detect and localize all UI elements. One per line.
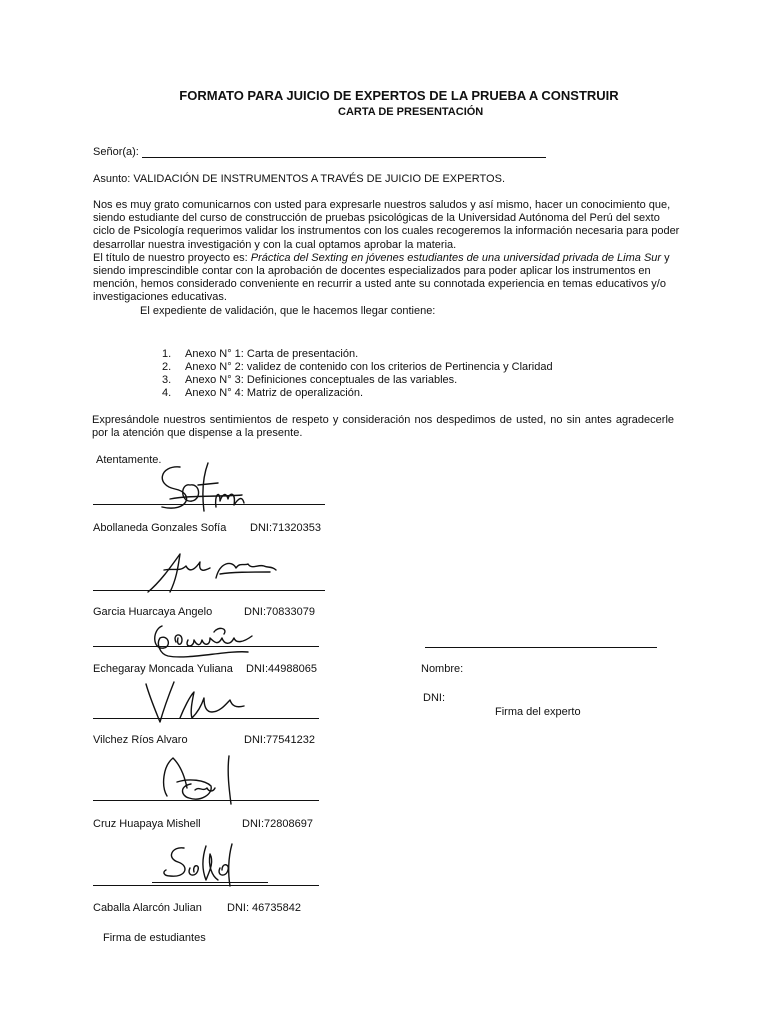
- body-paragraph-3: El expediente de validación, que le hacemos llegar contiene:: [140, 304, 436, 317]
- student-dni: DNI: 46735842: [227, 902, 301, 914]
- body-paragraph-1: Nos es muy grato comunicarnos con usted para expresarle nuestros saludos y así mismo, hacer un conocimiento que, siendo estudiante del curso de construcción de pruebas psicológicas de la Universidad Autónoma del Perú del sexto ciclo de Psicología requerimos validar los instrumentos con los cuales recogeremos la información necesaria para poder desarrollar nuestra investigación y con la cual optamos aprobar la materia.: [93, 199, 680, 251]
- student-dni: DNI:77541232: [244, 734, 315, 746]
- expert-signature-label: Firma del experto: [495, 706, 581, 718]
- letter-body: [93, 199, 683, 318]
- annex-item: [162, 361, 553, 374]
- signature-line: [93, 718, 319, 719]
- expert-name-label: Nombre:: [421, 663, 464, 675]
- signature-line: [93, 885, 319, 886]
- students-signature-label: Firma de estudiantes: [103, 932, 206, 944]
- closing-paragraph: Expresándole nuestros sentimientos de respeto y consideración nos despedimos de usted, no sin antes agradecerle por la atención que dispense a la presente.: [92, 414, 674, 439]
- project-title: Práctica del Sexting en jóvenes estudiantes de una universidad privada de Lima Sur: [250, 251, 662, 264]
- annex-number: 1.: [162, 348, 172, 360]
- addressee-label: Señor(a):: [93, 146, 139, 158]
- annex-item: [162, 374, 553, 387]
- student-dni: DNI:44988065: [246, 663, 317, 675]
- student-dni: DNI:72808697: [242, 818, 313, 830]
- signature-line: [93, 646, 319, 647]
- expert-dni-label: DNI:: [423, 692, 445, 704]
- student-name: Cruz Huapaya Mishell: [93, 818, 201, 830]
- body-paragraph-2-prefix: El título de nuestro proyecto es:: [93, 251, 251, 264]
- signature-echegaray: [148, 620, 268, 662]
- signature-line: [93, 504, 325, 505]
- annex-list: [162, 348, 553, 400]
- annex-item: [162, 387, 553, 400]
- student-dni: DNI:71320353: [250, 522, 321, 534]
- addressee-line: [142, 157, 546, 158]
- annex-text: Anexo N° 4: Matriz de operalización.: [185, 387, 364, 399]
- student-name: Vilchez Ríos Alvaro: [93, 734, 188, 746]
- signature-stroke: [152, 882, 268, 883]
- annex-item: [162, 348, 553, 361]
- signature-cruz: [155, 752, 245, 812]
- regards-text: Atentamente.: [96, 454, 162, 466]
- student-name: Echegaray Moncada Yuliana: [93, 663, 233, 675]
- annex-text: Anexo N° 3: Definiciones conceptuales de las variables.: [185, 374, 458, 386]
- body-paragraph-2-suffix: y siendo imprescindible contar con la aprobación de docentes especializados para poder aplicar los instrumentos en mención, hemos considerado conveniente en recurrir a usted ante su connotada experiencia en temas educativos y/o investigaciones educativas.: [93, 251, 670, 304]
- annex-number: 3.: [162, 374, 172, 386]
- body-paragraph-2: [93, 252, 683, 305]
- subject-line: Asunto: VALIDACIÓN DE INSTRUMENTOS A TRAVÉS DE JUICIO DE EXPERTOS.: [93, 173, 506, 185]
- student-name: Abollaneda Gonzales Sofía: [93, 522, 227, 534]
- student-name: Garcia Huarcaya Angelo: [93, 606, 213, 618]
- annex-text: Anexo N° 1: Carta de presentación.: [185, 348, 359, 360]
- student-name: Caballa Alarcón Julian: [93, 902, 202, 914]
- signature-line: [93, 590, 325, 591]
- document-title: FORMATO PARA JUICIO DE EXPERTOS DE LA PRUEBA A CONSTRUIR: [179, 88, 619, 103]
- student-dni: DNI:70833079: [244, 606, 315, 618]
- expert-signature-line: [425, 647, 657, 648]
- annex-number: 2.: [162, 361, 172, 373]
- annex-number: 4.: [162, 387, 172, 399]
- annex-text: Anexo N° 2: validez de contenido con los criterios de Pertinencia y Claridad: [185, 361, 553, 373]
- document-subtitle: CARTA DE PRESENTACIÓN: [338, 106, 484, 118]
- signature-sofia: [150, 455, 250, 515]
- signature-line: [93, 800, 319, 801]
